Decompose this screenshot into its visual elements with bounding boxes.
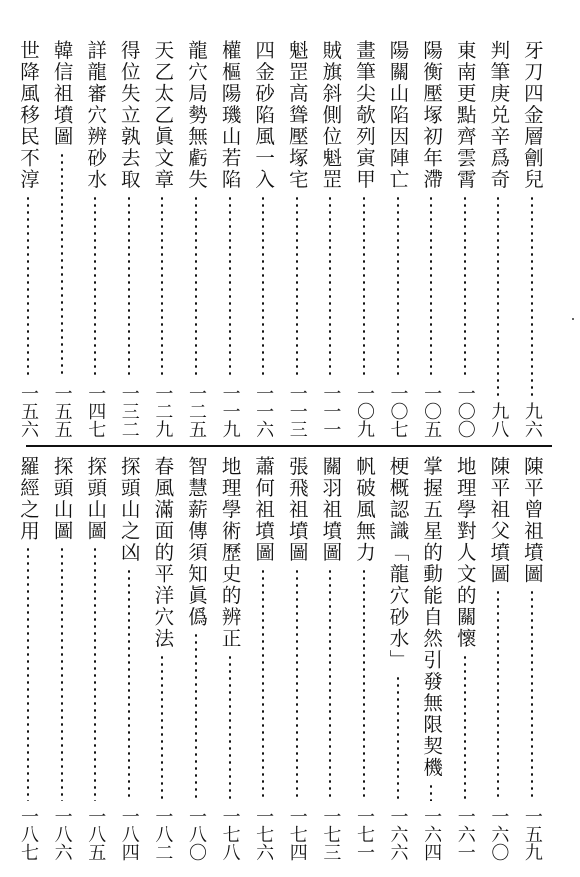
toc-bottom-section	[14, 456, 546, 861]
toc-entry	[249, 40, 277, 438]
toc-entry-page-number: 一〇五	[421, 384, 443, 438]
dot-leader	[397, 675, 399, 801]
dot-leader	[430, 195, 432, 379]
toc-entry	[81, 456, 109, 861]
dot-leader	[94, 546, 96, 801]
toc-entry-title: 陽關山陷因陣亡	[386, 40, 410, 191]
toc-entry-title: 韓信祖墳圖	[50, 40, 74, 148]
toc-entry-page-number: 一七八	[219, 807, 241, 861]
toc-entry-title: 龍穴局勢無虧失	[184, 40, 208, 191]
dot-leader	[464, 654, 466, 802]
dot-leader	[61, 546, 63, 801]
toc-entry	[182, 456, 210, 861]
toc-entry	[148, 40, 176, 438]
toc-entry-title: 帆破風無力	[352, 456, 376, 564]
dot-leader	[195, 195, 197, 379]
toc-entry-page-number: 一六一	[454, 807, 476, 861]
dot-leader	[128, 195, 130, 379]
dot-leader	[363, 568, 365, 802]
toc-entry-page-number: 一四七	[85, 384, 107, 438]
toc-entry-title: 梗概認識「龍穴砂水」	[386, 456, 410, 671]
toc-entry	[518, 40, 546, 438]
toc-entry-page-number: 一六六	[387, 807, 409, 861]
toc-entry-page-number: 一八六	[51, 807, 73, 861]
dot-leader	[61, 152, 63, 379]
toc-entry-title: 權樞陽璣山若陷	[218, 40, 242, 191]
toc-entry-title: 判筆庚兑辛爲奇	[487, 40, 511, 191]
toc-entry-title: 賊旗斜側位魁罡	[319, 40, 343, 191]
toc-entry	[417, 40, 445, 438]
dot-leader	[262, 568, 264, 802]
dot-leader	[27, 546, 29, 801]
toc-entry	[14, 456, 42, 861]
dot-leader	[464, 195, 466, 379]
toc-entry-title: 羅經之用	[17, 456, 40, 542]
toc-entry	[216, 456, 244, 861]
toc-entry-page-number: 一一九	[219, 384, 241, 438]
toc-entry-title: 世降風移民不淳	[17, 40, 40, 191]
toc-entry	[518, 456, 546, 861]
toc-entry	[182, 40, 210, 438]
toc-entry	[384, 40, 412, 438]
scan-speck	[572, 318, 574, 320]
toc-entry-page-number: 一三二	[118, 384, 140, 438]
toc-entry	[350, 456, 378, 861]
toc-entry-title: 東南更點齊雲霄	[453, 40, 477, 191]
dot-leader	[161, 195, 163, 379]
toc-entry-title: 張飛祖墳圖	[285, 456, 309, 564]
toc-entry-page-number: 一七四	[286, 807, 308, 861]
toc-entry-page-number: 一六四	[421, 807, 443, 861]
toc-entry	[451, 456, 479, 861]
toc-entry	[48, 40, 76, 438]
toc-entry-page-number: 一八〇	[185, 807, 207, 861]
toc-entry-title: 探頭山之凶	[117, 456, 141, 564]
dot-leader	[296, 195, 298, 379]
toc-entry-page-number: 一二九	[152, 384, 174, 438]
toc-entry-page-number: 九六	[521, 402, 543, 438]
toc-entry	[451, 40, 479, 438]
toc-top-section	[14, 40, 546, 438]
toc-entry	[283, 40, 311, 438]
toc-entry-title: 四金砂陷風一入	[252, 40, 276, 191]
section-divider	[26, 445, 552, 447]
dot-leader	[161, 654, 163, 802]
toc-entry-page-number: 一八四	[118, 807, 140, 861]
dot-leader	[363, 195, 365, 379]
toc-entry-title: 牙刀四金層劊兒	[520, 40, 544, 191]
dot-leader	[195, 632, 197, 801]
toc-entry-title: 詳龍審穴辨砂水	[84, 40, 108, 191]
toc-entry	[48, 456, 76, 861]
dot-leader	[94, 195, 96, 379]
dot-leader	[329, 195, 331, 379]
toc-entry	[115, 456, 143, 861]
toc-entry-page-number: 一八二	[152, 807, 174, 861]
toc-entry-title: 陽衡壓塚初年滯	[420, 40, 444, 191]
toc-entry-title: 探頭山圖	[50, 456, 74, 542]
dot-leader	[497, 195, 499, 397]
dot-leader	[128, 568, 130, 802]
dot-leader	[397, 195, 399, 379]
toc-entry-title: 探頭山圖	[84, 456, 108, 542]
toc-entry-title: 魁罡高聳壓塚宅	[285, 40, 309, 191]
toc-entry-page-number: 一五六	[18, 384, 39, 438]
toc-entry	[283, 456, 311, 861]
dot-leader	[531, 195, 533, 397]
toc-entry-title: 陳平祖父墳圖	[487, 456, 511, 585]
toc-entry	[384, 456, 412, 861]
toc-entry-page-number: 一五九	[521, 807, 543, 861]
dot-leader	[27, 195, 29, 379]
toc-entry-page-number: 一一三	[286, 384, 308, 438]
dot-leader	[329, 568, 331, 802]
toc-entry-title: 地理學對人文的關懷	[453, 456, 477, 650]
toc-entry-title: 蕭何祖墳圖	[252, 456, 276, 564]
dot-leader	[430, 783, 432, 802]
toc-entry	[350, 40, 378, 438]
toc-entry-page-number: 一〇七	[387, 384, 409, 438]
dot-leader	[229, 195, 231, 379]
toc-entry-page-number: 一二五	[185, 384, 207, 438]
dot-leader	[531, 589, 533, 801]
dot-leader	[296, 568, 298, 802]
toc-entry	[115, 40, 143, 438]
toc-entry-title: 掌握五星的動能自然引發無限契機	[420, 456, 444, 779]
toc-entry-page-number: 一六〇	[488, 807, 510, 861]
toc-entry-page-number: 九八	[488, 402, 510, 438]
toc-entry	[484, 40, 512, 438]
dot-leader	[497, 589, 499, 801]
toc-entry	[14, 40, 42, 438]
toc-entry-page-number: 一八七	[18, 807, 39, 861]
toc-entry-page-number: 一〇九	[353, 384, 375, 438]
toc-entry-title: 天乙太乙眞文章	[151, 40, 175, 191]
toc-entry	[216, 40, 244, 438]
toc-entry	[316, 456, 344, 861]
toc-entry	[81, 40, 109, 438]
toc-entry-page-number: 一一六	[253, 384, 275, 438]
toc-entry-page-number: 一五五	[51, 384, 73, 438]
toc-entry-page-number: 一七三	[320, 807, 342, 861]
toc-entry	[484, 456, 512, 861]
toc-entry	[148, 456, 176, 861]
dot-leader	[262, 195, 264, 379]
toc-entry-page-number: 一七六	[253, 807, 275, 861]
dot-leader	[229, 654, 231, 802]
toc-entry-title: 陳平曾祖墳圖	[520, 456, 544, 585]
toc-entry-page-number: 一七一	[353, 807, 375, 861]
toc-entry-title: 智慧薪傳須知眞僞	[184, 456, 208, 628]
toc-entry	[417, 456, 445, 861]
toc-entry-title: 畫筆尖欹列寅甲	[352, 40, 376, 191]
toc-entry-title: 得位失立孰去取	[117, 40, 141, 191]
toc-entry-page-number: 一〇〇	[454, 384, 476, 438]
toc-entry	[249, 456, 277, 861]
toc-entry-title: 春風滿面的平洋穴法	[151, 456, 175, 650]
toc-entry-title: 地理學術歷史的辨正	[218, 456, 242, 650]
toc-entry	[316, 40, 344, 438]
toc-entry-page-number: 一一一	[320, 384, 342, 438]
toc-entry-page-number: 一八五	[85, 807, 107, 861]
toc-entry-title: 關羽祖墳圖	[319, 456, 343, 564]
